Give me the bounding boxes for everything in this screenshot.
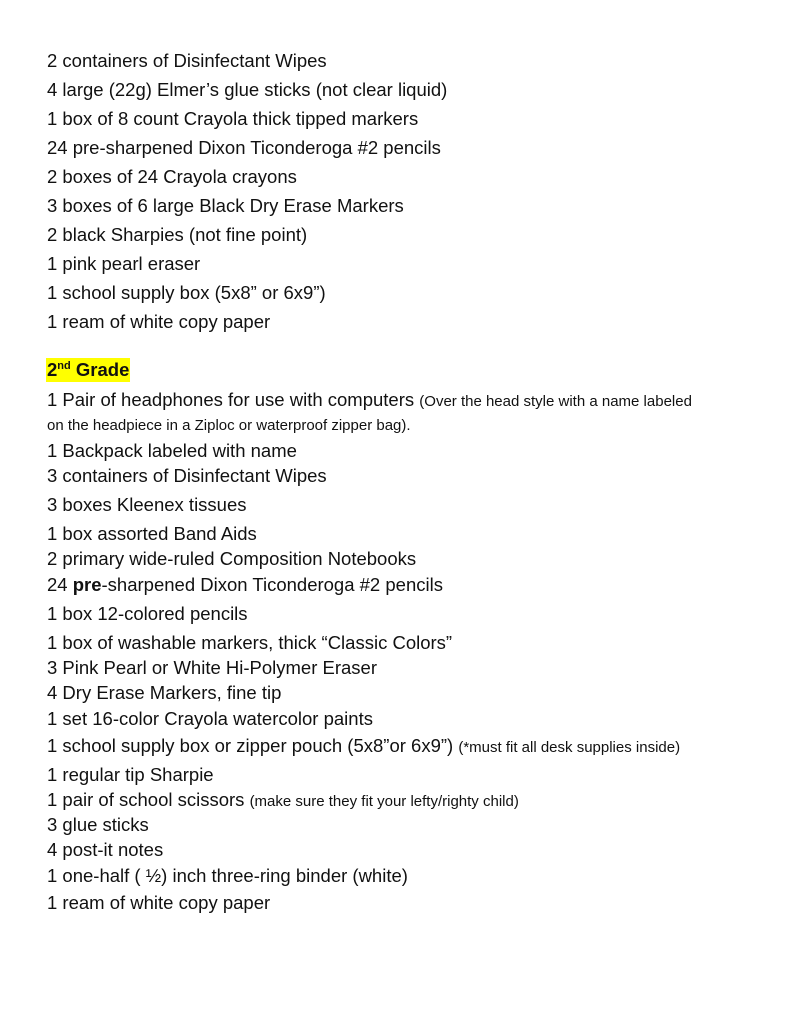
pencils-rest: -sharpened Dixon Ticonderoga #2 pencils (101, 574, 443, 595)
pencils-count: 24 (47, 574, 68, 595)
list-item: 2 black Sharpies (not fine point) (47, 224, 308, 245)
list-item: 4 Dry Erase Markers, fine tip (47, 682, 282, 703)
list-item: 3 glue sticks (47, 814, 149, 835)
list-item: 1 school supply box (5x8” or 6x9”) (47, 282, 326, 303)
heading-word: Grade (75, 359, 130, 380)
supply-box-item: 1 school supply box or zipper pouch (5x8”or 6x9”) (47, 735, 454, 756)
headphones-item: 1 Pair of headphones for use with computers (47, 389, 415, 410)
list-item-supply-box (47, 734, 680, 760)
list-item-scissors (47, 788, 519, 814)
list-item: 1 one-half ( ½) inch three-ring binder (white) (47, 865, 408, 886)
list-item: 1 Backpack labeled with name (47, 440, 297, 461)
list-item: 1 pink pearl eraser (47, 253, 201, 274)
list-item-headphones (47, 388, 692, 414)
list-item: 24 pre-sharpened Dixon Ticonderoga #2 pencils (47, 137, 441, 158)
list-item: 1 ream of white copy paper (47, 892, 271, 913)
scissors-item: 1 pair of school scissors (47, 789, 245, 810)
list-item: 3 boxes Kleenex tissues (47, 494, 247, 515)
list-item: 1 box assorted Band Aids (47, 523, 257, 544)
list-item: 1 box 12-colored pencils (47, 603, 248, 624)
list-item: 2 boxes of 24 Crayola crayons (47, 166, 297, 187)
list-item: 1 box of 8 count Crayola thick tipped markers (47, 108, 419, 129)
heading-number: 2 (47, 359, 58, 380)
list-item: 3 containers of Disinfectant Wipes (47, 465, 327, 486)
headphones-note: (Over the head style with a name labeled (419, 393, 692, 410)
headphones-note-continued: on the headpiece in a Ziploc or waterproof zipper bag). (47, 417, 411, 434)
second-grade-heading (46, 358, 130, 382)
heading-suffix: nd (57, 360, 71, 372)
list-item: 3 boxes of 6 large Black Dry Erase Markers (47, 195, 404, 216)
list-item: 2 primary wide-ruled Composition Notebooks (47, 548, 417, 569)
list-item: 1 regular tip Sharpie (47, 764, 214, 785)
supply-box-note: (*must fit all desk supplies inside) (458, 739, 681, 756)
list-item: 4 large (22g) Elmer’s glue sticks (not clear liquid) (47, 79, 448, 100)
list-item-pencils (47, 573, 443, 597)
scissors-note: (make sure they fit your lefty/righty child) (249, 793, 519, 810)
list-item: 1 ream of white copy paper (47, 311, 271, 332)
list-item: 2 containers of Disinfectant Wipes (47, 50, 327, 71)
list-item: 1 set 16-color Crayola watercolor paints (47, 708, 373, 729)
list-item: 3 Pink Pearl or White Hi-Polymer Eraser (47, 657, 378, 678)
pencils-bold: pre (72, 574, 102, 595)
list-item: 1 box of washable markers, thick “Classic Colors” (47, 632, 453, 653)
list-item: 4 post-it notes (47, 839, 164, 860)
